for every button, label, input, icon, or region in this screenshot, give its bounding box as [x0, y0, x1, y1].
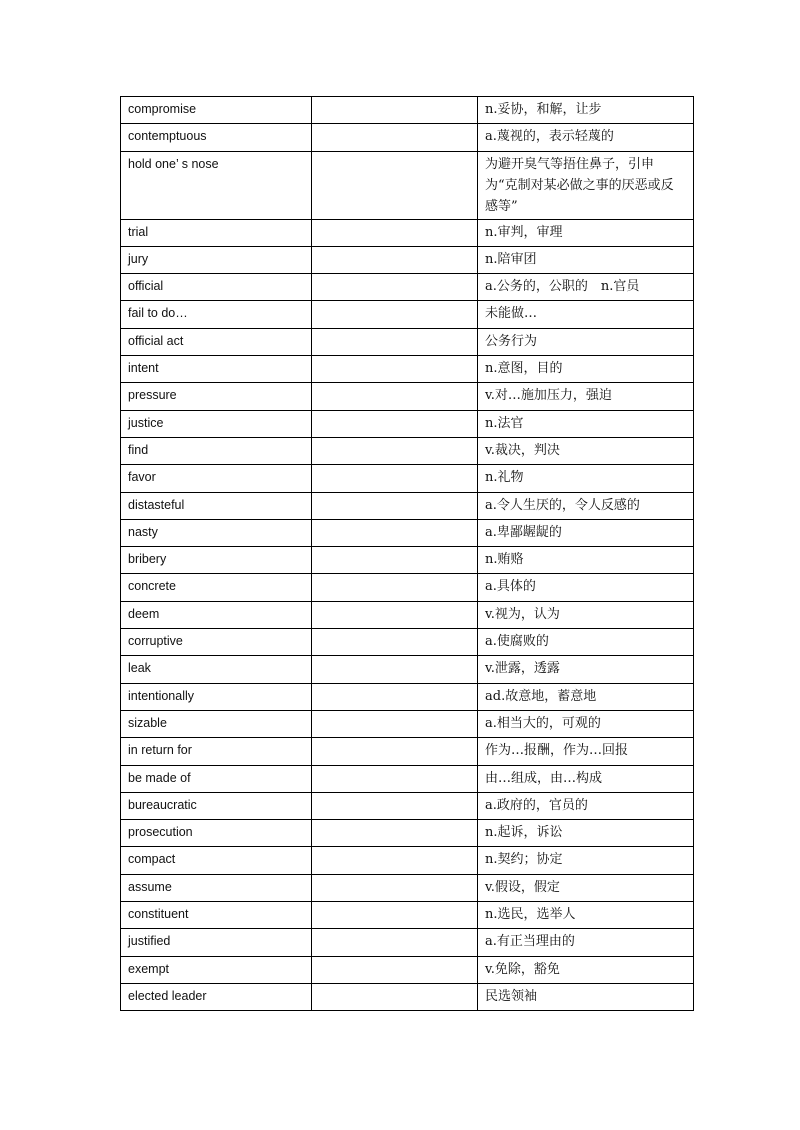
english-term-cell: find: [121, 437, 312, 464]
chinese-meaning-cell: v.裁决，判决: [478, 437, 694, 464]
blank-cell: [312, 629, 478, 656]
table-row: [121, 383, 694, 410]
blank-cell: [312, 956, 478, 983]
blank-cell: [312, 219, 478, 246]
english-term-cell: justice: [121, 410, 312, 437]
table-row: [121, 492, 694, 519]
blank-cell: [312, 437, 478, 464]
table-row: [121, 601, 694, 628]
table-row: [121, 929, 694, 956]
blank-cell: [312, 301, 478, 328]
english-term-cell: favor: [121, 465, 312, 492]
blank-cell: [312, 983, 478, 1010]
english-term-cell: in return for: [121, 738, 312, 765]
table-row: [121, 956, 694, 983]
table-row: [121, 738, 694, 765]
english-term-cell: bureaucratic: [121, 792, 312, 819]
chinese-meaning-cell: n.法官: [478, 410, 694, 437]
table-row: [121, 437, 694, 464]
chinese-meaning-cell: v.视为，认为: [478, 601, 694, 628]
table-row: [121, 874, 694, 901]
chinese-meaning-cell: n.意图，目的: [478, 356, 694, 383]
english-term-cell: corruptive: [121, 629, 312, 656]
chinese-meaning-cell: 为避开臭气等捂住鼻子，引申为“克制对某必做之事的厌恶或反感等”: [478, 151, 694, 219]
chinese-meaning-cell: 由…组成，由…构成: [478, 765, 694, 792]
blank-cell: [312, 820, 478, 847]
chinese-meaning-cell: n.陪审团: [478, 246, 694, 273]
blank-cell: [312, 124, 478, 151]
chinese-meaning-cell: v.对…施加压力，强迫: [478, 383, 694, 410]
chinese-meaning-cell: a.有正当理由的: [478, 929, 694, 956]
chinese-meaning-cell: n.契约；协定: [478, 847, 694, 874]
table-row: [121, 574, 694, 601]
chinese-meaning-cell: a.蔑视的，表示轻蔑的: [478, 124, 694, 151]
blank-cell: [312, 792, 478, 819]
chinese-meaning-cell: a.政府的，官员的: [478, 792, 694, 819]
english-term-cell: trial: [121, 219, 312, 246]
chinese-meaning-cell: n.选民，选举人: [478, 902, 694, 929]
table-row: [121, 847, 694, 874]
table-row: [121, 246, 694, 273]
chinese-meaning-cell: v.假设，假定: [478, 874, 694, 901]
english-term-cell: jury: [121, 246, 312, 273]
blank-cell: [312, 902, 478, 929]
table-row: [121, 683, 694, 710]
table-row: [121, 151, 694, 219]
blank-cell: [312, 656, 478, 683]
blank-cell: [312, 410, 478, 437]
english-term-cell: distasteful: [121, 492, 312, 519]
english-term-cell: leak: [121, 656, 312, 683]
english-term-cell: contemptuous: [121, 124, 312, 151]
chinese-meaning-cell: a.令人生厌的，令人反感的: [478, 492, 694, 519]
english-term-cell: be made of: [121, 765, 312, 792]
blank-cell: [312, 246, 478, 273]
table-row: [121, 301, 694, 328]
chinese-meaning-cell: ad.故意地，蓄意地: [478, 683, 694, 710]
chinese-meaning-cell: n.起诉，诉讼: [478, 820, 694, 847]
english-term-cell: exempt: [121, 956, 312, 983]
vocabulary-table: [120, 96, 694, 1011]
chinese-meaning-cell: 作为…报酬，作为…回报: [478, 738, 694, 765]
table-row: [121, 124, 694, 151]
english-term-cell: elected leader: [121, 983, 312, 1010]
table-row: [121, 629, 694, 656]
blank-cell: [312, 683, 478, 710]
chinese-meaning-cell: n.审判，审理: [478, 219, 694, 246]
english-term-cell: fail to do…: [121, 301, 312, 328]
blank-cell: [312, 929, 478, 956]
table-row: [121, 710, 694, 737]
blank-cell: [312, 356, 478, 383]
chinese-meaning-cell: 民选领袖: [478, 983, 694, 1010]
english-term-cell: compromise: [121, 97, 312, 124]
table-row: [121, 356, 694, 383]
chinese-meaning-cell: n.礼物: [478, 465, 694, 492]
english-term-cell: assume: [121, 874, 312, 901]
table-row: [121, 410, 694, 437]
chinese-meaning-cell: 公务行为: [478, 328, 694, 355]
table-row: [121, 519, 694, 546]
blank-cell: [312, 519, 478, 546]
blank-cell: [312, 151, 478, 219]
english-term-cell: pressure: [121, 383, 312, 410]
table-row: [121, 765, 694, 792]
table-row: [121, 792, 694, 819]
english-term-cell: compact: [121, 847, 312, 874]
blank-cell: [312, 765, 478, 792]
english-term-cell: nasty: [121, 519, 312, 546]
english-term-cell: constituent: [121, 902, 312, 929]
vocabulary-table-body: [121, 97, 694, 1011]
table-row: [121, 902, 694, 929]
english-term-cell: intent: [121, 356, 312, 383]
blank-cell: [312, 274, 478, 301]
blank-cell: [312, 465, 478, 492]
chinese-meaning-cell: 未能做…: [478, 301, 694, 328]
table-row: [121, 656, 694, 683]
chinese-meaning-cell: a.相当大的，可观的: [478, 710, 694, 737]
table-row: [121, 97, 694, 124]
blank-cell: [312, 874, 478, 901]
chinese-meaning-cell: n.贿赂: [478, 547, 694, 574]
blank-cell: [312, 738, 478, 765]
table-row: [121, 274, 694, 301]
table-row: [121, 983, 694, 1010]
blank-cell: [312, 328, 478, 355]
blank-cell: [312, 574, 478, 601]
blank-cell: [312, 383, 478, 410]
chinese-meaning-cell: a.公务的，公职的 n.官员: [478, 274, 694, 301]
english-term-cell: official act: [121, 328, 312, 355]
chinese-meaning-cell: n.妥协，和解，让步: [478, 97, 694, 124]
table-row: [121, 219, 694, 246]
blank-cell: [312, 710, 478, 737]
chinese-meaning-cell: a.使腐败的: [478, 629, 694, 656]
blank-cell: [312, 847, 478, 874]
chinese-meaning-cell: a.卑鄙龌龊的: [478, 519, 694, 546]
chinese-meaning-cell: a.具体的: [478, 574, 694, 601]
english-term-cell: justified: [121, 929, 312, 956]
english-term-cell: bribery: [121, 547, 312, 574]
blank-cell: [312, 601, 478, 628]
english-term-cell: sizable: [121, 710, 312, 737]
table-row: [121, 465, 694, 492]
table-row: [121, 328, 694, 355]
table-row: [121, 820, 694, 847]
blank-cell: [312, 492, 478, 519]
english-term-cell: hold one’ s nose: [121, 151, 312, 219]
english-term-cell: concrete: [121, 574, 312, 601]
english-term-cell: official: [121, 274, 312, 301]
english-term-cell: intentionally: [121, 683, 312, 710]
english-term-cell: prosecution: [121, 820, 312, 847]
chinese-meaning-cell: v.免除，豁免: [478, 956, 694, 983]
blank-cell: [312, 97, 478, 124]
chinese-meaning-cell: v.泄露，透露: [478, 656, 694, 683]
blank-cell: [312, 547, 478, 574]
table-row: [121, 547, 694, 574]
english-term-cell: deem: [121, 601, 312, 628]
